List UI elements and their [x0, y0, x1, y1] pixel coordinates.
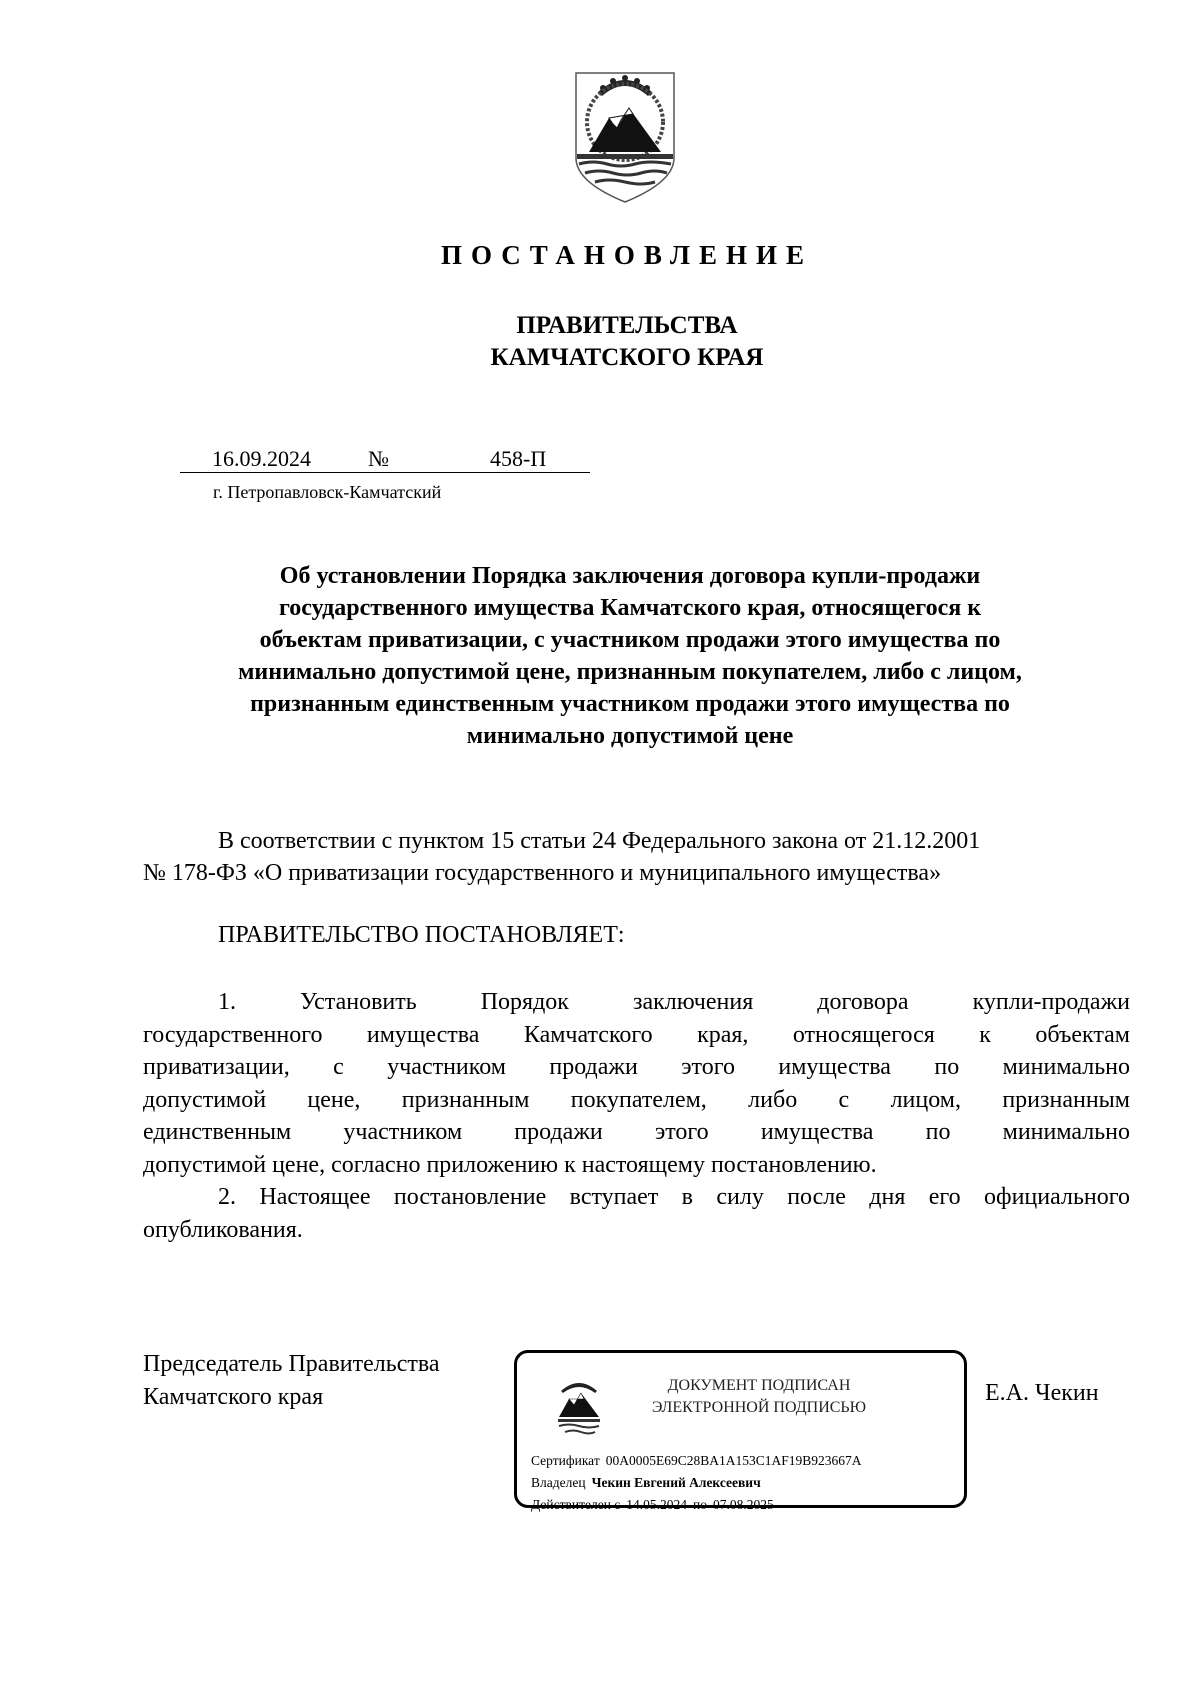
title-line: признанным единственным участником продажи этого имущества по: [250, 691, 1010, 717]
item1-line: 1. Установить Порядок заключения договора купли-продажи: [218, 989, 1130, 1015]
title-line: Об установлении Порядка заключения договора купли-продажи: [279, 563, 981, 589]
position-line: Председатель Правительства: [143, 1351, 440, 1377]
electronic-signature-stamp: [514, 1350, 967, 1512]
certificate-value: 00A0005E69C28BA1A153C1AF19B923667A: [605, 1453, 862, 1468]
legal-basis: [143, 825, 1130, 889]
kamchatka-coat-of-arms-icon: [573, 70, 677, 205]
owner-value: Чекин Евгений Алексеевич: [591, 1475, 761, 1490]
document-type: ПОСТАНОВЛЕНИЕ: [440, 240, 814, 270]
kamchatka-emblem-icon: [555, 1377, 603, 1435]
item1-line: приватизации, с участником продажи этого имущества по минимально: [143, 1054, 1130, 1080]
item1-line: единственным участником продажи этого имущества по минимально: [143, 1119, 1130, 1145]
certificate-row: [531, 1453, 862, 1469]
item1-line: государственного имущества Камчатского края, относящегося к объектам: [143, 1021, 1130, 1048]
date-number-line: [180, 446, 590, 474]
title-line: минимально допустимой цене, признанным покупателем, либо с лицом,: [238, 659, 1022, 685]
title-line: объектам приватизации, с участником продажи этого имущества по: [259, 627, 1001, 653]
document-date: 16.09.2024: [212, 446, 311, 471]
number-sign: №: [368, 446, 389, 471]
document-title: [150, 560, 1110, 752]
valid-from: 14.05.2024: [626, 1497, 688, 1512]
basis-line: В соответствии с пунктом 15 статьи 24 Федерального закона от 21.12.2001: [218, 828, 981, 854]
signatory-name: Е.А. Чекин: [985, 1380, 1099, 1406]
basis-line: № 178-ФЗ «О приватизации государственного и муниципального имущества»: [143, 860, 942, 886]
owner-row: [531, 1475, 761, 1491]
resolution-heading: ПРАВИТЕЛЬСТВО ПОСТАНОВЛЯЕТ:: [218, 922, 625, 948]
stamp-heading-line: ДОКУМЕНТ ПОДПИСАН: [667, 1377, 851, 1394]
title-line: минимально допустимой цене: [466, 723, 794, 749]
item1-line: допустимой цене, согласно приложению к настоящему постановлению.: [143, 1151, 877, 1178]
resolution-items: [143, 986, 1130, 1246]
valid-from-label: Действителен с: [531, 1497, 621, 1512]
document-number: 458-П: [490, 446, 547, 471]
issuer-line-1: ПРАВИТЕЛЬСТВА: [516, 312, 738, 339]
city: г. Петропавловск-Камчатский: [213, 482, 442, 502]
stamp-heading-line: ЭЛЕКТРОННОЙ ПОДПИСЬЮ: [651, 1399, 867, 1416]
position-line: Камчатского края: [143, 1384, 324, 1410]
validity-row: [531, 1497, 774, 1513]
issuer-line-2: КАМЧАТСКОГО КРАЯ: [490, 344, 764, 371]
owner-label: Владелец: [531, 1475, 586, 1490]
item1-line: допустимой цене, признанным покупателем, либо с лицом, признанным: [143, 1086, 1130, 1113]
certificate-label: Сертификат: [531, 1453, 600, 1468]
item2-line: 2. Настоящее постановление вступает в силу после дня его официального: [218, 1184, 1130, 1210]
signatory-position: [143, 1348, 440, 1414]
item2-line: опубликования.: [143, 1216, 303, 1243]
valid-to-label: по: [693, 1497, 708, 1512]
valid-to: 07.08.2025: [713, 1497, 774, 1512]
underline: [180, 472, 590, 473]
stamp-heading: [629, 1375, 889, 1419]
title-line: государственного имущества Камчатского края, относящегося к: [278, 595, 982, 621]
